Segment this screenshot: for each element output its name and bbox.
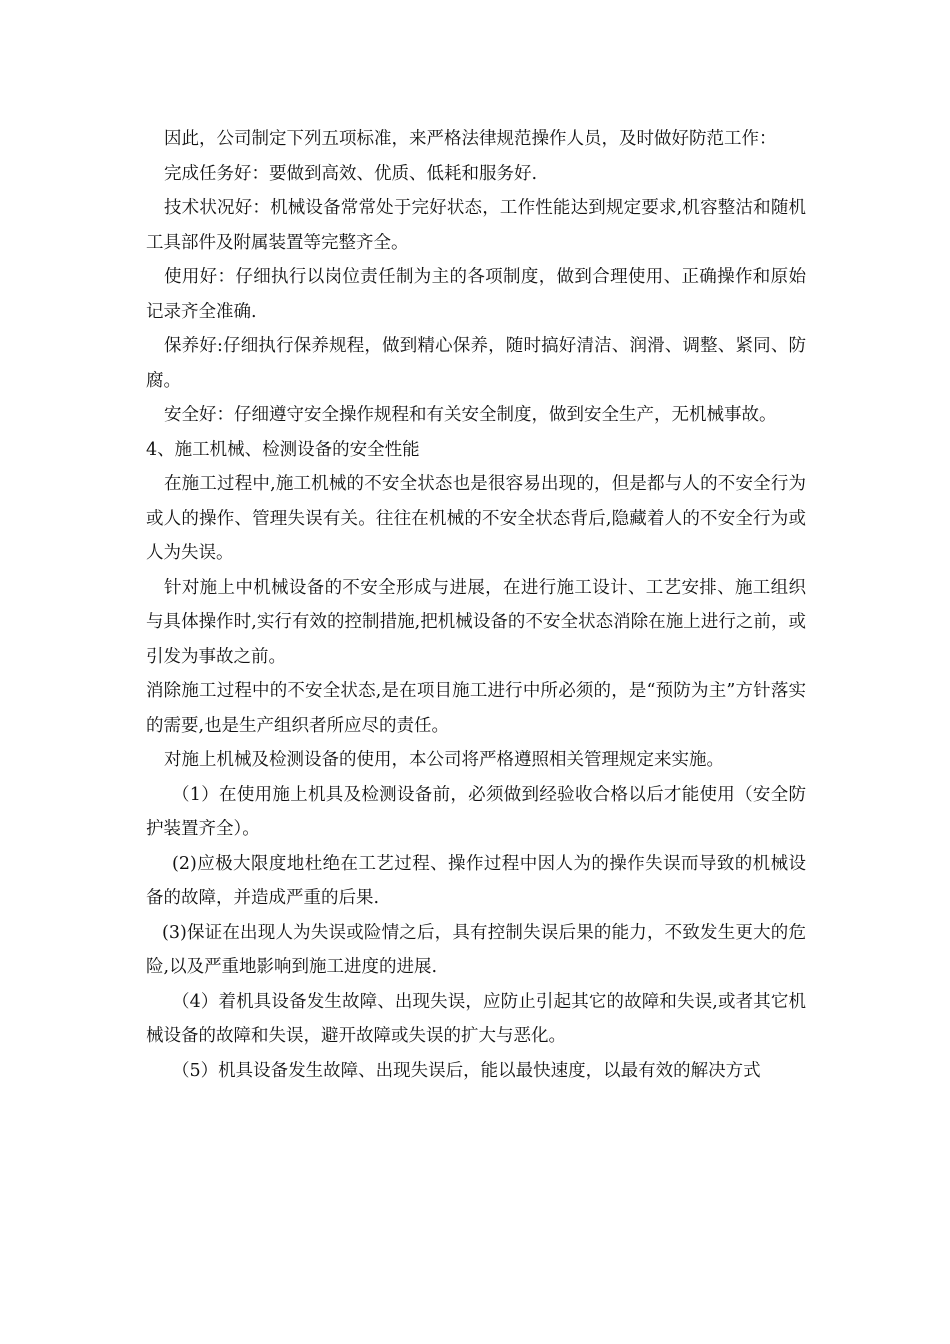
- paragraph-prevention: 消除施工过程中的不安全状态,是在项目施工进行中所必须的，是“预防为主”方针落实的需要,也是生产组织者所应尽的责任。: [146, 681, 806, 736]
- paragraph-task-standard: 完成任务好：要做到高效、优质、低耗和服务好.: [164, 163, 538, 184]
- document-page: [146, 122, 806, 1088]
- list-item-5: （5）机具设备发生故障、出现失误后，能以最快速度，以最有效的解决方式: [172, 1060, 761, 1081]
- paragraph-usage-standard: 使用好：仔细执行以岗位责任制为主的各项制度，做到合理使用、正确操作和原始记录齐全准确.: [146, 267, 806, 322]
- section-heading: 4、施工机械、检测设备的安全性能: [146, 439, 420, 460]
- list-item-3: (3)保证在出现人为失误或险情之后，具有控制失误后果的能力，不致发生更大的危险,以及严重地影响到施工进度的进展.: [146, 922, 806, 977]
- paragraph-safety-standard: 安全好：仔细遵守安全操作规程和有关安全制度，做到安全生产，无机械事故。: [164, 405, 777, 425]
- paragraph-control-measures: 针对施上中机械设备的不安全形成与进展，在进行施工设计、工艺安排、施工组织与具体操作时,实行有效的控制措施,把机械设备的不安全状态消除在施上进行之前，或引发为事故之前。: [146, 577, 806, 667]
- list-item-2: (2)应极大限度地杜绝在工艺过程、操作过程中因人为的操作失误而导致的机械设备的故障，并造成严重的后果.: [146, 853, 806, 908]
- paragraph-technical-standard: 技术状况好：机械设备常常处于完好状态，工作性能达到规定要求,机容整沽和随机工具部件及附属装置等完整齐全。: [146, 198, 806, 253]
- paragraph-maintenance-standard: 保养好:仔细执行保养规程，做到精心保养，随时搞好清洁、润滑、调整、紧同、防腐。: [146, 336, 806, 391]
- paragraph-regulations: 对施上机械及检测设备的使用，本公司将严格遵照相关管理规定来实施。: [164, 750, 724, 770]
- paragraph-intro: 因此，公司制定下列五项标准，来严格法律规范操作人员，及时做好防范工作：: [164, 129, 777, 149]
- list-item-4: （4）着机具设备发生故障、出现失误，应防止引起其它的故障和失误,或者其它机械设备的故障和失误，避开故障或失误的扩大与恶化。: [146, 991, 806, 1046]
- list-item-1: （1）在使用施上机具及检测设备前，必须做到经验收合格以后才能使用（安全防护装置齐全）。: [146, 784, 806, 839]
- paragraph-unsafe-state: 在施工过程中,施工机械的不安全状态也是很容易出现的，但是都与人的不安全行为或人的操作、管理失误有关。往往在机械的不安全状态背后,隐藏着人的不安全行为或人为失误。: [146, 474, 806, 563]
